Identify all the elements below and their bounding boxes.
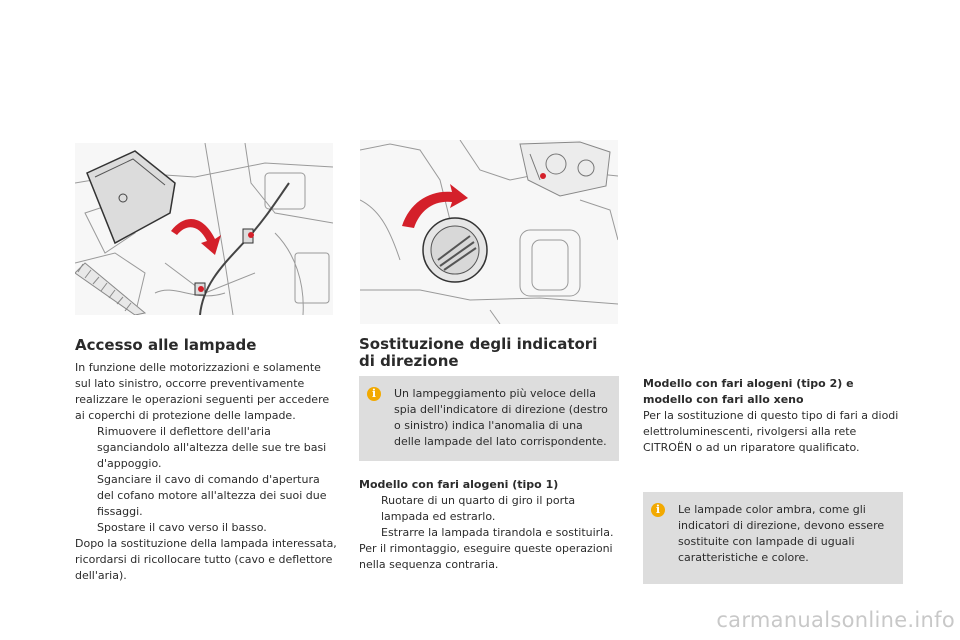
- bullet-text: Rimuovere il deflettore dell'aria sganciandolo all'altezza delle sue tre basi d'appoggio.: [97, 425, 327, 470]
- list-item: [75, 520, 340, 536]
- info-icon: i: [651, 503, 665, 517]
- left-outro: Dopo la sostituzione della lampada interessata, ricordarsi di ricollocare tutto (cavo e deflettore dell'aria).: [75, 537, 337, 582]
- left-intro: In funzione delle motorizzazioni e solamente sul lato sinistro, occorre preventivamente realizzare le operazioni seguenti per accedere ai coperchi di protezione delle lampade.: [75, 361, 330, 422]
- middle-outro: Per il rimontaggio, eseguire queste operazioni nella sequenza contraria.: [359, 542, 613, 571]
- info-box-amber-lamps: [643, 492, 903, 584]
- model-title-halogen-type2-xenon: Modello con fari alogeni (tipo 2) e modello con fari allo xeno: [643, 377, 854, 406]
- right-column-text: [643, 376, 905, 456]
- info-box-text: Un lampeggiamento più veloce della spia dell'indicatore di direzione (destro o sinistro) indica l'anomalia di una delle lampade del lato corrispondente.: [394, 387, 608, 448]
- watermark: carmanualsonline.info: [716, 608, 955, 632]
- section-title-accesso-lampade: Accesso alle lampade: [75, 336, 257, 354]
- model-title-halogen-type1: Modello con fari alogeni (tipo 1): [359, 478, 559, 491]
- right-text: Per la sostituzione di questo tipo di fari a diodi elettroluminescenti, rivolgersi alla rete CITROËN o ad un riparatore qualificato.: [643, 409, 899, 454]
- bullet-text: Estrarre la lampada tirandola e sostituirla.: [381, 526, 614, 539]
- illustration-indicator-bulb-holder: [360, 140, 618, 324]
- bullet-text: Spostare il cavo verso il basso.: [97, 521, 267, 534]
- list-item: [75, 424, 340, 472]
- list-item: [75, 472, 340, 520]
- bullet-text: Ruotare di un quarto di giro il porta lampada ed estrarlo.: [381, 494, 576, 523]
- section-title-indicatori-direzione: Sostituzione degli indicatori di direzione: [359, 335, 598, 370]
- bullet-text: Sganciare il cavo di comando d'apertura del cofano motore all'altezza dei suoi due fissaggi.: [97, 473, 327, 518]
- info-box-text: Le lampade color ambra, come gli indicatori di direzione, devono essere sostituite con lampade di uguali caratteristiche e colore.: [678, 503, 885, 564]
- list-item: [359, 493, 621, 525]
- list-item: [359, 525, 621, 541]
- left-column-text: [75, 360, 340, 584]
- info-icon: i: [367, 387, 381, 401]
- middle-column-text: [359, 477, 621, 573]
- illustration-air-deflector: [75, 143, 333, 315]
- info-box-indicator: [359, 376, 619, 461]
